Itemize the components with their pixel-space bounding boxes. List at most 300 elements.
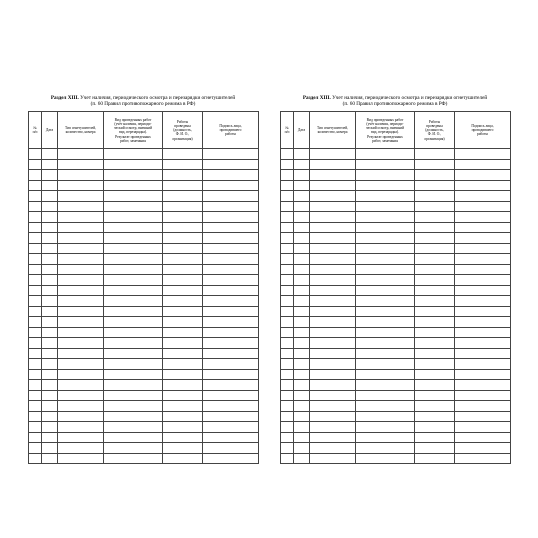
cell-work-type[interactable] [104, 443, 163, 454]
cell-extinguisher-type[interactable] [310, 317, 356, 328]
cell-performed-by[interactable] [415, 390, 455, 401]
cell-work-type[interactable] [356, 422, 415, 433]
cell-signature[interactable] [203, 201, 259, 212]
cell-performed-by[interactable] [415, 306, 455, 317]
cell-performed-by[interactable] [163, 401, 203, 412]
cell-extinguisher-type[interactable] [310, 191, 356, 202]
cell-extinguisher-type[interactable] [58, 285, 104, 296]
cell-performed-by[interactable] [163, 380, 203, 391]
cell-extinguisher-type[interactable] [310, 170, 356, 181]
cell-date[interactable] [294, 443, 310, 454]
cell-work-type[interactable] [356, 390, 415, 401]
cell-performed-by[interactable] [163, 233, 203, 244]
cell-extinguisher-type[interactable] [310, 306, 356, 317]
cell-extinguisher-type[interactable] [310, 369, 356, 380]
cell-signature[interactable] [455, 411, 511, 422]
cell-number[interactable] [29, 390, 42, 401]
cell-extinguisher-type[interactable] [310, 422, 356, 433]
cell-signature[interactable] [455, 159, 511, 170]
cell-date[interactable] [42, 233, 58, 244]
cell-performed-by[interactable] [415, 453, 455, 464]
cell-signature[interactable] [455, 296, 511, 307]
cell-signature[interactable] [455, 338, 511, 349]
cell-extinguisher-type[interactable] [310, 443, 356, 454]
cell-performed-by[interactable] [163, 359, 203, 370]
cell-performed-by[interactable] [163, 201, 203, 212]
cell-performed-by[interactable] [415, 264, 455, 275]
cell-performed-by[interactable] [163, 159, 203, 170]
cell-number[interactable] [281, 369, 294, 380]
cell-work-type[interactable] [356, 411, 415, 422]
cell-number[interactable] [281, 296, 294, 307]
cell-date[interactable] [42, 243, 58, 254]
cell-signature[interactable] [455, 348, 511, 359]
cell-signature[interactable] [455, 422, 511, 433]
cell-number[interactable] [281, 180, 294, 191]
cell-signature[interactable] [455, 369, 511, 380]
cell-work-type[interactable] [104, 390, 163, 401]
cell-work-type[interactable] [356, 306, 415, 317]
cell-performed-by[interactable] [415, 296, 455, 307]
cell-work-type[interactable] [104, 380, 163, 391]
cell-number[interactable] [29, 264, 42, 275]
cell-number[interactable] [281, 254, 294, 265]
cell-date[interactable] [294, 317, 310, 328]
cell-work-type[interactable] [356, 369, 415, 380]
cell-extinguisher-type[interactable] [58, 233, 104, 244]
cell-number[interactable] [281, 380, 294, 391]
cell-extinguisher-type[interactable] [310, 264, 356, 275]
cell-work-type[interactable] [104, 401, 163, 412]
cell-signature[interactable] [203, 149, 259, 160]
cell-number[interactable] [281, 170, 294, 181]
cell-extinguisher-type[interactable] [310, 401, 356, 412]
cell-work-type[interactable] [356, 327, 415, 338]
cell-signature[interactable] [455, 327, 511, 338]
cell-performed-by[interactable] [415, 275, 455, 286]
cell-number[interactable] [29, 411, 42, 422]
cell-date[interactable] [294, 327, 310, 338]
cell-signature[interactable] [455, 359, 511, 370]
cell-work-type[interactable] [356, 233, 415, 244]
cell-date[interactable] [42, 191, 58, 202]
cell-number[interactable] [29, 191, 42, 202]
cell-number[interactable] [29, 275, 42, 286]
cell-signature[interactable] [455, 443, 511, 454]
cell-number[interactable] [29, 327, 42, 338]
cell-performed-by[interactable] [163, 212, 203, 223]
cell-date[interactable] [42, 201, 58, 212]
cell-work-type[interactable] [104, 306, 163, 317]
cell-extinguisher-type[interactable] [58, 243, 104, 254]
cell-date[interactable] [294, 411, 310, 422]
cell-work-type[interactable] [104, 170, 163, 181]
cell-extinguisher-type[interactable] [310, 338, 356, 349]
cell-number[interactable] [29, 317, 42, 328]
cell-extinguisher-type[interactable] [58, 338, 104, 349]
cell-work-type[interactable] [104, 243, 163, 254]
cell-extinguisher-type[interactable] [310, 149, 356, 160]
cell-performed-by[interactable] [415, 432, 455, 443]
cell-signature[interactable] [455, 149, 511, 160]
cell-date[interactable] [42, 443, 58, 454]
cell-signature[interactable] [203, 233, 259, 244]
cell-work-type[interactable] [356, 285, 415, 296]
cell-work-type[interactable] [356, 443, 415, 454]
cell-performed-by[interactable] [415, 338, 455, 349]
cell-number[interactable] [29, 422, 42, 433]
cell-date[interactable] [294, 296, 310, 307]
cell-date[interactable] [294, 149, 310, 160]
cell-signature[interactable] [203, 170, 259, 181]
cell-number[interactable] [29, 338, 42, 349]
cell-extinguisher-type[interactable] [310, 432, 356, 443]
cell-number[interactable] [281, 285, 294, 296]
cell-work-type[interactable] [356, 359, 415, 370]
cell-extinguisher-type[interactable] [310, 348, 356, 359]
cell-extinguisher-type[interactable] [310, 212, 356, 223]
cell-extinguisher-type[interactable] [58, 222, 104, 233]
cell-date[interactable] [42, 453, 58, 464]
cell-extinguisher-type[interactable] [58, 264, 104, 275]
cell-performed-by[interactable] [415, 222, 455, 233]
cell-work-type[interactable] [104, 432, 163, 443]
cell-number[interactable] [29, 369, 42, 380]
cell-signature[interactable] [455, 222, 511, 233]
cell-number[interactable] [281, 443, 294, 454]
cell-performed-by[interactable] [163, 296, 203, 307]
cell-number[interactable] [281, 243, 294, 254]
cell-number[interactable] [29, 453, 42, 464]
cell-work-type[interactable] [104, 254, 163, 265]
cell-number[interactable] [281, 264, 294, 275]
cell-date[interactable] [294, 390, 310, 401]
cell-date[interactable] [294, 180, 310, 191]
cell-performed-by[interactable] [415, 380, 455, 391]
cell-date[interactable] [294, 191, 310, 202]
cell-signature[interactable] [203, 432, 259, 443]
cell-number[interactable] [29, 348, 42, 359]
cell-date[interactable] [294, 359, 310, 370]
cell-date[interactable] [294, 306, 310, 317]
cell-work-type[interactable] [104, 275, 163, 286]
cell-date[interactable] [294, 369, 310, 380]
cell-number[interactable] [281, 275, 294, 286]
cell-performed-by[interactable] [163, 443, 203, 454]
cell-date[interactable] [42, 338, 58, 349]
cell-performed-by[interactable] [163, 180, 203, 191]
cell-performed-by[interactable] [163, 149, 203, 160]
cell-performed-by[interactable] [415, 401, 455, 412]
cell-signature[interactable] [203, 296, 259, 307]
cell-work-type[interactable] [356, 296, 415, 307]
cell-date[interactable] [42, 317, 58, 328]
cell-number[interactable] [29, 222, 42, 233]
cell-extinguisher-type[interactable] [310, 275, 356, 286]
cell-work-type[interactable] [356, 348, 415, 359]
cell-signature[interactable] [455, 243, 511, 254]
cell-signature[interactable] [455, 285, 511, 296]
cell-work-type[interactable] [356, 191, 415, 202]
cell-extinguisher-type[interactable] [58, 390, 104, 401]
cell-number[interactable] [281, 401, 294, 412]
cell-date[interactable] [294, 159, 310, 170]
cell-extinguisher-type[interactable] [58, 369, 104, 380]
cell-signature[interactable] [455, 390, 511, 401]
cell-number[interactable] [281, 306, 294, 317]
cell-signature[interactable] [455, 264, 511, 275]
cell-signature[interactable] [203, 254, 259, 265]
cell-work-type[interactable] [104, 264, 163, 275]
cell-extinguisher-type[interactable] [310, 296, 356, 307]
cell-number[interactable] [29, 380, 42, 391]
cell-performed-by[interactable] [415, 327, 455, 338]
cell-signature[interactable] [203, 369, 259, 380]
cell-performed-by[interactable] [163, 170, 203, 181]
cell-performed-by[interactable] [163, 285, 203, 296]
cell-signature[interactable] [455, 306, 511, 317]
cell-extinguisher-type[interactable] [58, 443, 104, 454]
cell-number[interactable] [29, 401, 42, 412]
cell-number[interactable] [281, 191, 294, 202]
cell-number[interactable] [29, 149, 42, 160]
cell-performed-by[interactable] [163, 432, 203, 443]
cell-signature[interactable] [203, 317, 259, 328]
cell-work-type[interactable] [104, 191, 163, 202]
cell-extinguisher-type[interactable] [310, 285, 356, 296]
cell-extinguisher-type[interactable] [58, 380, 104, 391]
cell-signature[interactable] [203, 306, 259, 317]
cell-performed-by[interactable] [415, 443, 455, 454]
cell-extinguisher-type[interactable] [58, 401, 104, 412]
cell-number[interactable] [281, 327, 294, 338]
cell-performed-by[interactable] [415, 212, 455, 223]
cell-work-type[interactable] [356, 149, 415, 160]
cell-extinguisher-type[interactable] [310, 180, 356, 191]
cell-signature[interactable] [203, 338, 259, 349]
cell-signature[interactable] [455, 212, 511, 223]
cell-work-type[interactable] [104, 422, 163, 433]
cell-extinguisher-type[interactable] [58, 432, 104, 443]
cell-extinguisher-type[interactable] [310, 453, 356, 464]
cell-extinguisher-type[interactable] [58, 180, 104, 191]
cell-work-type[interactable] [104, 180, 163, 191]
cell-extinguisher-type[interactable] [58, 317, 104, 328]
cell-signature[interactable] [455, 170, 511, 181]
cell-extinguisher-type[interactable] [58, 159, 104, 170]
cell-extinguisher-type[interactable] [58, 254, 104, 265]
cell-extinguisher-type[interactable] [58, 411, 104, 422]
cell-number[interactable] [281, 453, 294, 464]
cell-date[interactable] [294, 338, 310, 349]
cell-performed-by[interactable] [415, 243, 455, 254]
cell-signature[interactable] [455, 180, 511, 191]
cell-date[interactable] [294, 233, 310, 244]
cell-signature[interactable] [203, 275, 259, 286]
cell-number[interactable] [281, 159, 294, 170]
cell-signature[interactable] [203, 401, 259, 412]
cell-number[interactable] [29, 254, 42, 265]
cell-date[interactable] [294, 401, 310, 412]
cell-signature[interactable] [455, 201, 511, 212]
cell-date[interactable] [42, 432, 58, 443]
cell-performed-by[interactable] [163, 369, 203, 380]
cell-work-type[interactable] [104, 348, 163, 359]
cell-performed-by[interactable] [163, 348, 203, 359]
cell-work-type[interactable] [104, 233, 163, 244]
cell-performed-by[interactable] [415, 359, 455, 370]
cell-work-type[interactable] [104, 327, 163, 338]
cell-date[interactable] [42, 149, 58, 160]
cell-extinguisher-type[interactable] [58, 348, 104, 359]
cell-performed-by[interactable] [163, 338, 203, 349]
cell-performed-by[interactable] [163, 453, 203, 464]
cell-performed-by[interactable] [415, 180, 455, 191]
cell-work-type[interactable] [104, 411, 163, 422]
cell-signature[interactable] [203, 422, 259, 433]
cell-signature[interactable] [455, 317, 511, 328]
cell-signature[interactable] [203, 411, 259, 422]
cell-work-type[interactable] [104, 285, 163, 296]
cell-date[interactable] [294, 212, 310, 223]
cell-performed-by[interactable] [163, 243, 203, 254]
cell-work-type[interactable] [356, 170, 415, 181]
cell-number[interactable] [281, 212, 294, 223]
cell-date[interactable] [294, 170, 310, 181]
cell-date[interactable] [42, 369, 58, 380]
cell-date[interactable] [42, 254, 58, 265]
cell-date[interactable] [294, 243, 310, 254]
cell-work-type[interactable] [356, 264, 415, 275]
cell-extinguisher-type[interactable] [58, 201, 104, 212]
cell-date[interactable] [42, 401, 58, 412]
cell-signature[interactable] [455, 432, 511, 443]
cell-extinguisher-type[interactable] [310, 233, 356, 244]
cell-work-type[interactable] [356, 222, 415, 233]
cell-signature[interactable] [203, 285, 259, 296]
cell-date[interactable] [42, 411, 58, 422]
cell-signature[interactable] [455, 275, 511, 286]
cell-work-type[interactable] [104, 222, 163, 233]
cell-date[interactable] [42, 275, 58, 286]
cell-date[interactable] [294, 222, 310, 233]
cell-signature[interactable] [203, 327, 259, 338]
cell-signature[interactable] [203, 222, 259, 233]
cell-signature[interactable] [455, 191, 511, 202]
cell-extinguisher-type[interactable] [58, 422, 104, 433]
cell-work-type[interactable] [104, 149, 163, 160]
cell-extinguisher-type[interactable] [310, 327, 356, 338]
cell-signature[interactable] [203, 191, 259, 202]
cell-signature[interactable] [203, 348, 259, 359]
cell-work-type[interactable] [104, 201, 163, 212]
cell-performed-by[interactable] [163, 191, 203, 202]
cell-signature[interactable] [203, 180, 259, 191]
cell-date[interactable] [42, 170, 58, 181]
cell-extinguisher-type[interactable] [58, 191, 104, 202]
cell-work-type[interactable] [104, 296, 163, 307]
cell-number[interactable] [29, 296, 42, 307]
cell-signature[interactable] [203, 159, 259, 170]
cell-signature[interactable] [203, 380, 259, 391]
cell-work-type[interactable] [104, 338, 163, 349]
cell-performed-by[interactable] [415, 285, 455, 296]
cell-signature[interactable] [203, 243, 259, 254]
cell-date[interactable] [294, 201, 310, 212]
cell-date[interactable] [42, 359, 58, 370]
cell-signature[interactable] [455, 401, 511, 412]
cell-extinguisher-type[interactable] [310, 159, 356, 170]
cell-performed-by[interactable] [163, 422, 203, 433]
cell-extinguisher-type[interactable] [58, 212, 104, 223]
cell-signature[interactable] [455, 453, 511, 464]
cell-number[interactable] [281, 422, 294, 433]
cell-extinguisher-type[interactable] [310, 380, 356, 391]
cell-date[interactable] [42, 348, 58, 359]
cell-performed-by[interactable] [415, 191, 455, 202]
cell-performed-by[interactable] [415, 348, 455, 359]
cell-performed-by[interactable] [415, 170, 455, 181]
cell-number[interactable] [29, 285, 42, 296]
cell-work-type[interactable] [356, 254, 415, 265]
cell-date[interactable] [42, 327, 58, 338]
cell-performed-by[interactable] [415, 254, 455, 265]
cell-number[interactable] [29, 306, 42, 317]
cell-performed-by[interactable] [163, 411, 203, 422]
cell-date[interactable] [42, 159, 58, 170]
cell-date[interactable] [294, 380, 310, 391]
cell-date[interactable] [294, 254, 310, 265]
cell-date[interactable] [42, 264, 58, 275]
cell-date[interactable] [294, 453, 310, 464]
cell-date[interactable] [42, 222, 58, 233]
cell-extinguisher-type[interactable] [310, 243, 356, 254]
cell-date[interactable] [42, 285, 58, 296]
cell-number[interactable] [281, 149, 294, 160]
cell-work-type[interactable] [104, 212, 163, 223]
cell-date[interactable] [294, 432, 310, 443]
cell-signature[interactable] [203, 453, 259, 464]
cell-performed-by[interactable] [415, 149, 455, 160]
cell-signature[interactable] [203, 359, 259, 370]
cell-date[interactable] [294, 275, 310, 286]
cell-extinguisher-type[interactable] [58, 275, 104, 286]
cell-extinguisher-type[interactable] [58, 453, 104, 464]
cell-extinguisher-type[interactable] [58, 149, 104, 160]
cell-performed-by[interactable] [163, 222, 203, 233]
cell-date[interactable] [294, 285, 310, 296]
cell-performed-by[interactable] [163, 306, 203, 317]
cell-date[interactable] [42, 390, 58, 401]
cell-number[interactable] [29, 170, 42, 181]
cell-date[interactable] [42, 306, 58, 317]
cell-extinguisher-type[interactable] [58, 296, 104, 307]
cell-number[interactable] [281, 432, 294, 443]
cell-performed-by[interactable] [163, 254, 203, 265]
cell-work-type[interactable] [356, 401, 415, 412]
cell-performed-by[interactable] [163, 327, 203, 338]
cell-work-type[interactable] [356, 201, 415, 212]
cell-extinguisher-type[interactable] [310, 359, 356, 370]
cell-performed-by[interactable] [415, 411, 455, 422]
cell-performed-by[interactable] [415, 422, 455, 433]
cell-date[interactable] [294, 348, 310, 359]
cell-date[interactable] [42, 212, 58, 223]
cell-date[interactable] [42, 380, 58, 391]
cell-number[interactable] [281, 359, 294, 370]
cell-work-type[interactable] [356, 317, 415, 328]
cell-work-type[interactable] [104, 159, 163, 170]
